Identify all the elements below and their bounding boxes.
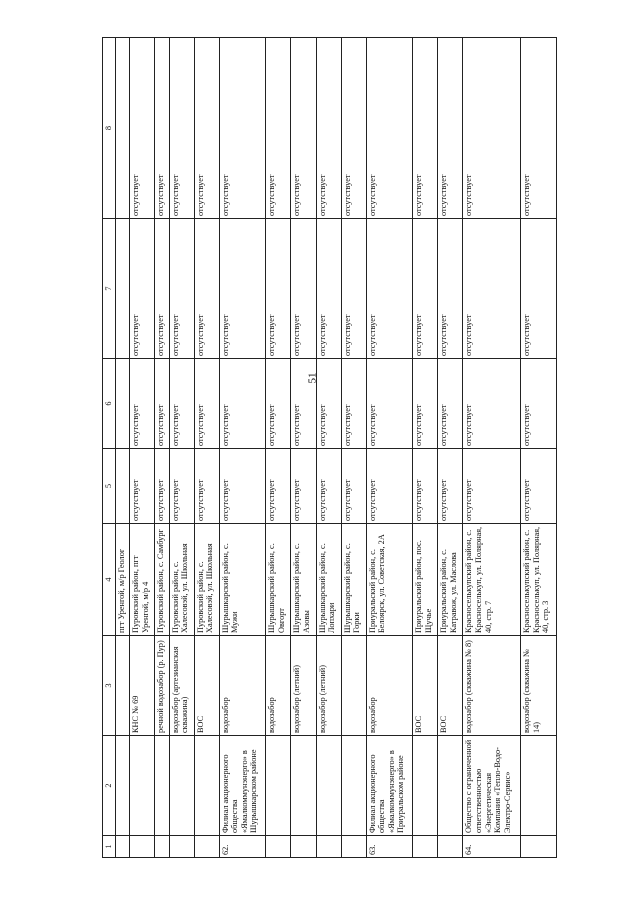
org-cell (169, 736, 194, 836)
address-cell: Красноселькупский район, с. Красноселькуп, ул. Полярная, 40, стр. 7 (463, 524, 521, 636)
value-cell: отсутствует (194, 219, 219, 359)
value-cell: отсутствует (266, 219, 291, 359)
table-body (116, 38, 557, 858)
org-cell (130, 736, 155, 836)
table-row (155, 38, 169, 858)
value-cell: отсутствует (130, 38, 155, 219)
org-cell (291, 736, 316, 836)
object-cell: водозабор (артезианская скважина) (169, 636, 194, 736)
header-cell: 3 (103, 636, 116, 736)
header-cell: 4 (103, 524, 116, 636)
value-cell: отсутствует (266, 38, 291, 219)
table-row (463, 38, 521, 858)
table-cell (116, 38, 130, 219)
table-cell (116, 219, 130, 359)
value-cell: отсутствует (316, 449, 341, 524)
table-row (266, 38, 291, 858)
num-cell (438, 836, 463, 858)
value-cell: отсутствует (155, 38, 169, 219)
value-cell: отсутствует (266, 449, 291, 524)
table-row (219, 38, 266, 858)
num-cell (194, 836, 219, 858)
value-cell: отсутствует (463, 219, 521, 359)
org-cell (438, 736, 463, 836)
value-cell: отсутствует (463, 359, 521, 449)
address-cell: Красноселькупский район, с. Красноселькуп, ул. Полярная, 40, стр. 3 (521, 524, 557, 636)
address-cell: Пуровский район, с. Самбург (155, 524, 169, 636)
value-cell: отсутствует (521, 219, 557, 359)
table-row (316, 38, 341, 858)
value-cell: отсутствует (366, 219, 413, 359)
num-cell: 64. (463, 836, 521, 858)
header-cell: 8 (103, 38, 116, 219)
num-cell: 63. (366, 836, 413, 858)
num-cell (521, 836, 557, 858)
table-row (438, 38, 463, 858)
value-cell: отсутствует (438, 219, 463, 359)
value-cell: отсутствует (521, 449, 557, 524)
header-cell: 7 (103, 219, 116, 359)
table-row (366, 38, 413, 858)
num-cell (316, 836, 341, 858)
page-number: 51 (306, 372, 319, 384)
object-cell (341, 636, 366, 736)
address-cell: Шурышкарский район, с. Горки (341, 524, 366, 636)
value-cell: отсутствует (219, 359, 266, 449)
num-cell (169, 836, 194, 858)
address-cell: пгт Уренгой, м/р Геолог (116, 524, 130, 636)
value-cell: отсутствует (155, 359, 169, 449)
header-cell: 1 (103, 836, 116, 858)
org-cell (341, 736, 366, 836)
object-cell: водозабор (266, 636, 291, 736)
value-cell: отсутствует (219, 449, 266, 524)
table-cell (116, 449, 130, 524)
address-cell: Шурышкарский район, с. Азовы (291, 524, 316, 636)
object-cell: КНС № 69 (130, 636, 155, 736)
table-row (291, 38, 316, 858)
value-cell: отсутствует (341, 38, 366, 219)
num-cell (155, 836, 169, 858)
value-cell: отсутствует (316, 38, 341, 219)
address-cell: Пуровский район, пгт Уренгой, м/р 4 (130, 524, 155, 636)
address-cell: Приуральский район, с. Белоярск, ул. Советская, 2А (366, 524, 413, 636)
value-cell: отсутствует (169, 359, 194, 449)
value-cell: отсутствует (316, 359, 341, 449)
value-cell: отсутствует (341, 219, 366, 359)
org-cell: Филиал акционерного общества «Ямалкоммунэнерго» в Шурышкарском районе (219, 736, 266, 836)
value-cell: отсутствует (438, 359, 463, 449)
table-row (130, 38, 155, 858)
value-cell: отсутствует (463, 449, 521, 524)
value-cell: отсутствует (438, 38, 463, 219)
num-cell (130, 836, 155, 858)
address-cell: Шурышкарский район, с. Лопхари (316, 524, 341, 636)
table-row (521, 38, 557, 858)
table-row (169, 38, 194, 858)
table-row (413, 38, 438, 858)
value-cell: отсутствует (291, 449, 316, 524)
value-cell: отсутствует (413, 449, 438, 524)
value-cell: отсутствует (169, 219, 194, 359)
rotated-table (102, 38, 557, 858)
table-row (341, 38, 366, 858)
org-cell: Общество с ограниченной ответственностью «Энергетическая Компания «Тепло-Водо-Электро-Сервис» (463, 736, 521, 836)
header-row (103, 38, 116, 858)
value-cell: отсутствует (219, 219, 266, 359)
value-cell: отсутствует (155, 449, 169, 524)
object-cell: водозабор (366, 636, 413, 736)
value-cell: отсутствует (130, 449, 155, 524)
object-cell: водозабор (219, 636, 266, 736)
header-cell: 6 (103, 359, 116, 449)
value-cell: отсутствует (366, 38, 413, 219)
table-cell (116, 736, 130, 836)
org-cell (413, 736, 438, 836)
table-cell (116, 836, 130, 858)
object-cell: ВОС (413, 636, 438, 736)
address-cell: Приуральский район, пос. Щучье (413, 524, 438, 636)
table-row (194, 38, 219, 858)
value-cell: отсутствует (266, 359, 291, 449)
value-cell: отсутствует (219, 38, 266, 219)
object-cell: ВОС (194, 636, 219, 736)
table-cell (116, 636, 130, 736)
address-cell: Приуральский район, с. Катравож, ул. Маслова (438, 524, 463, 636)
value-cell: отсутствует (521, 38, 557, 219)
value-cell: отсутствует (413, 359, 438, 449)
value-cell: отсутствует (413, 219, 438, 359)
object-cell: водозабор (скважина № 14) (521, 636, 557, 736)
address-cell: Шурышкарский район, с. Мужи (219, 524, 266, 636)
num-cell (266, 836, 291, 858)
num-cell (413, 836, 438, 858)
object-cell: водозабор (летний) (291, 636, 316, 736)
value-cell: отсутствует (366, 359, 413, 449)
num-cell: 62. (219, 836, 266, 858)
object-cell: водозабор (скважина № 8) (463, 636, 521, 736)
header-cell: 2 (103, 736, 116, 836)
num-cell (341, 836, 366, 858)
value-cell: отсутствует (194, 449, 219, 524)
org-cell (521, 736, 557, 836)
value-cell: отсутствует (341, 359, 366, 449)
value-cell: отсутствует (155, 219, 169, 359)
value-cell: отсутствует (194, 38, 219, 219)
header-cell: 5 (103, 449, 116, 524)
value-cell: отсутствует (463, 38, 521, 219)
org-cell (316, 736, 341, 836)
address-cell: Шурышкарский район, с. Овгорт (266, 524, 291, 636)
value-cell: отсутствует (291, 219, 316, 359)
value-cell: отсутствует (316, 219, 341, 359)
object-cell: ВОС (438, 636, 463, 736)
org-cell (266, 736, 291, 836)
value-cell: отсутствует (130, 359, 155, 449)
num-cell (291, 836, 316, 858)
address-cell: Пуровский район, с. Халесовэй, ул. Школьная (169, 524, 194, 636)
continued-row (116, 38, 130, 858)
value-cell: отсутствует (413, 38, 438, 219)
object-cell: речной водозабор (р. Пур) (155, 636, 169, 736)
org-cell (155, 736, 169, 836)
value-cell: отсутствует (194, 359, 219, 449)
value-cell: отсутствует (169, 449, 194, 524)
value-cell: отсутствует (438, 449, 463, 524)
value-cell: отсутствует (366, 449, 413, 524)
value-cell: отсутствует (291, 359, 316, 449)
value-cell: отсутствует (341, 449, 366, 524)
value-cell: отсутствует (130, 219, 155, 359)
objects-table (102, 37, 557, 858)
value-cell: отсутствует (169, 38, 194, 219)
org-cell (194, 736, 219, 836)
org-cell: Филиал акционерного общества «Ямалкоммунэнерго» в Приуральском районе (366, 736, 413, 836)
address-cell: Пуровский район, с. Халесовэй, ул. Школьная (194, 524, 219, 636)
object-cell: водозабор (летний) (316, 636, 341, 736)
value-cell: отсутствует (521, 359, 557, 449)
table-cell (116, 359, 130, 449)
value-cell: отсутствует (291, 38, 316, 219)
